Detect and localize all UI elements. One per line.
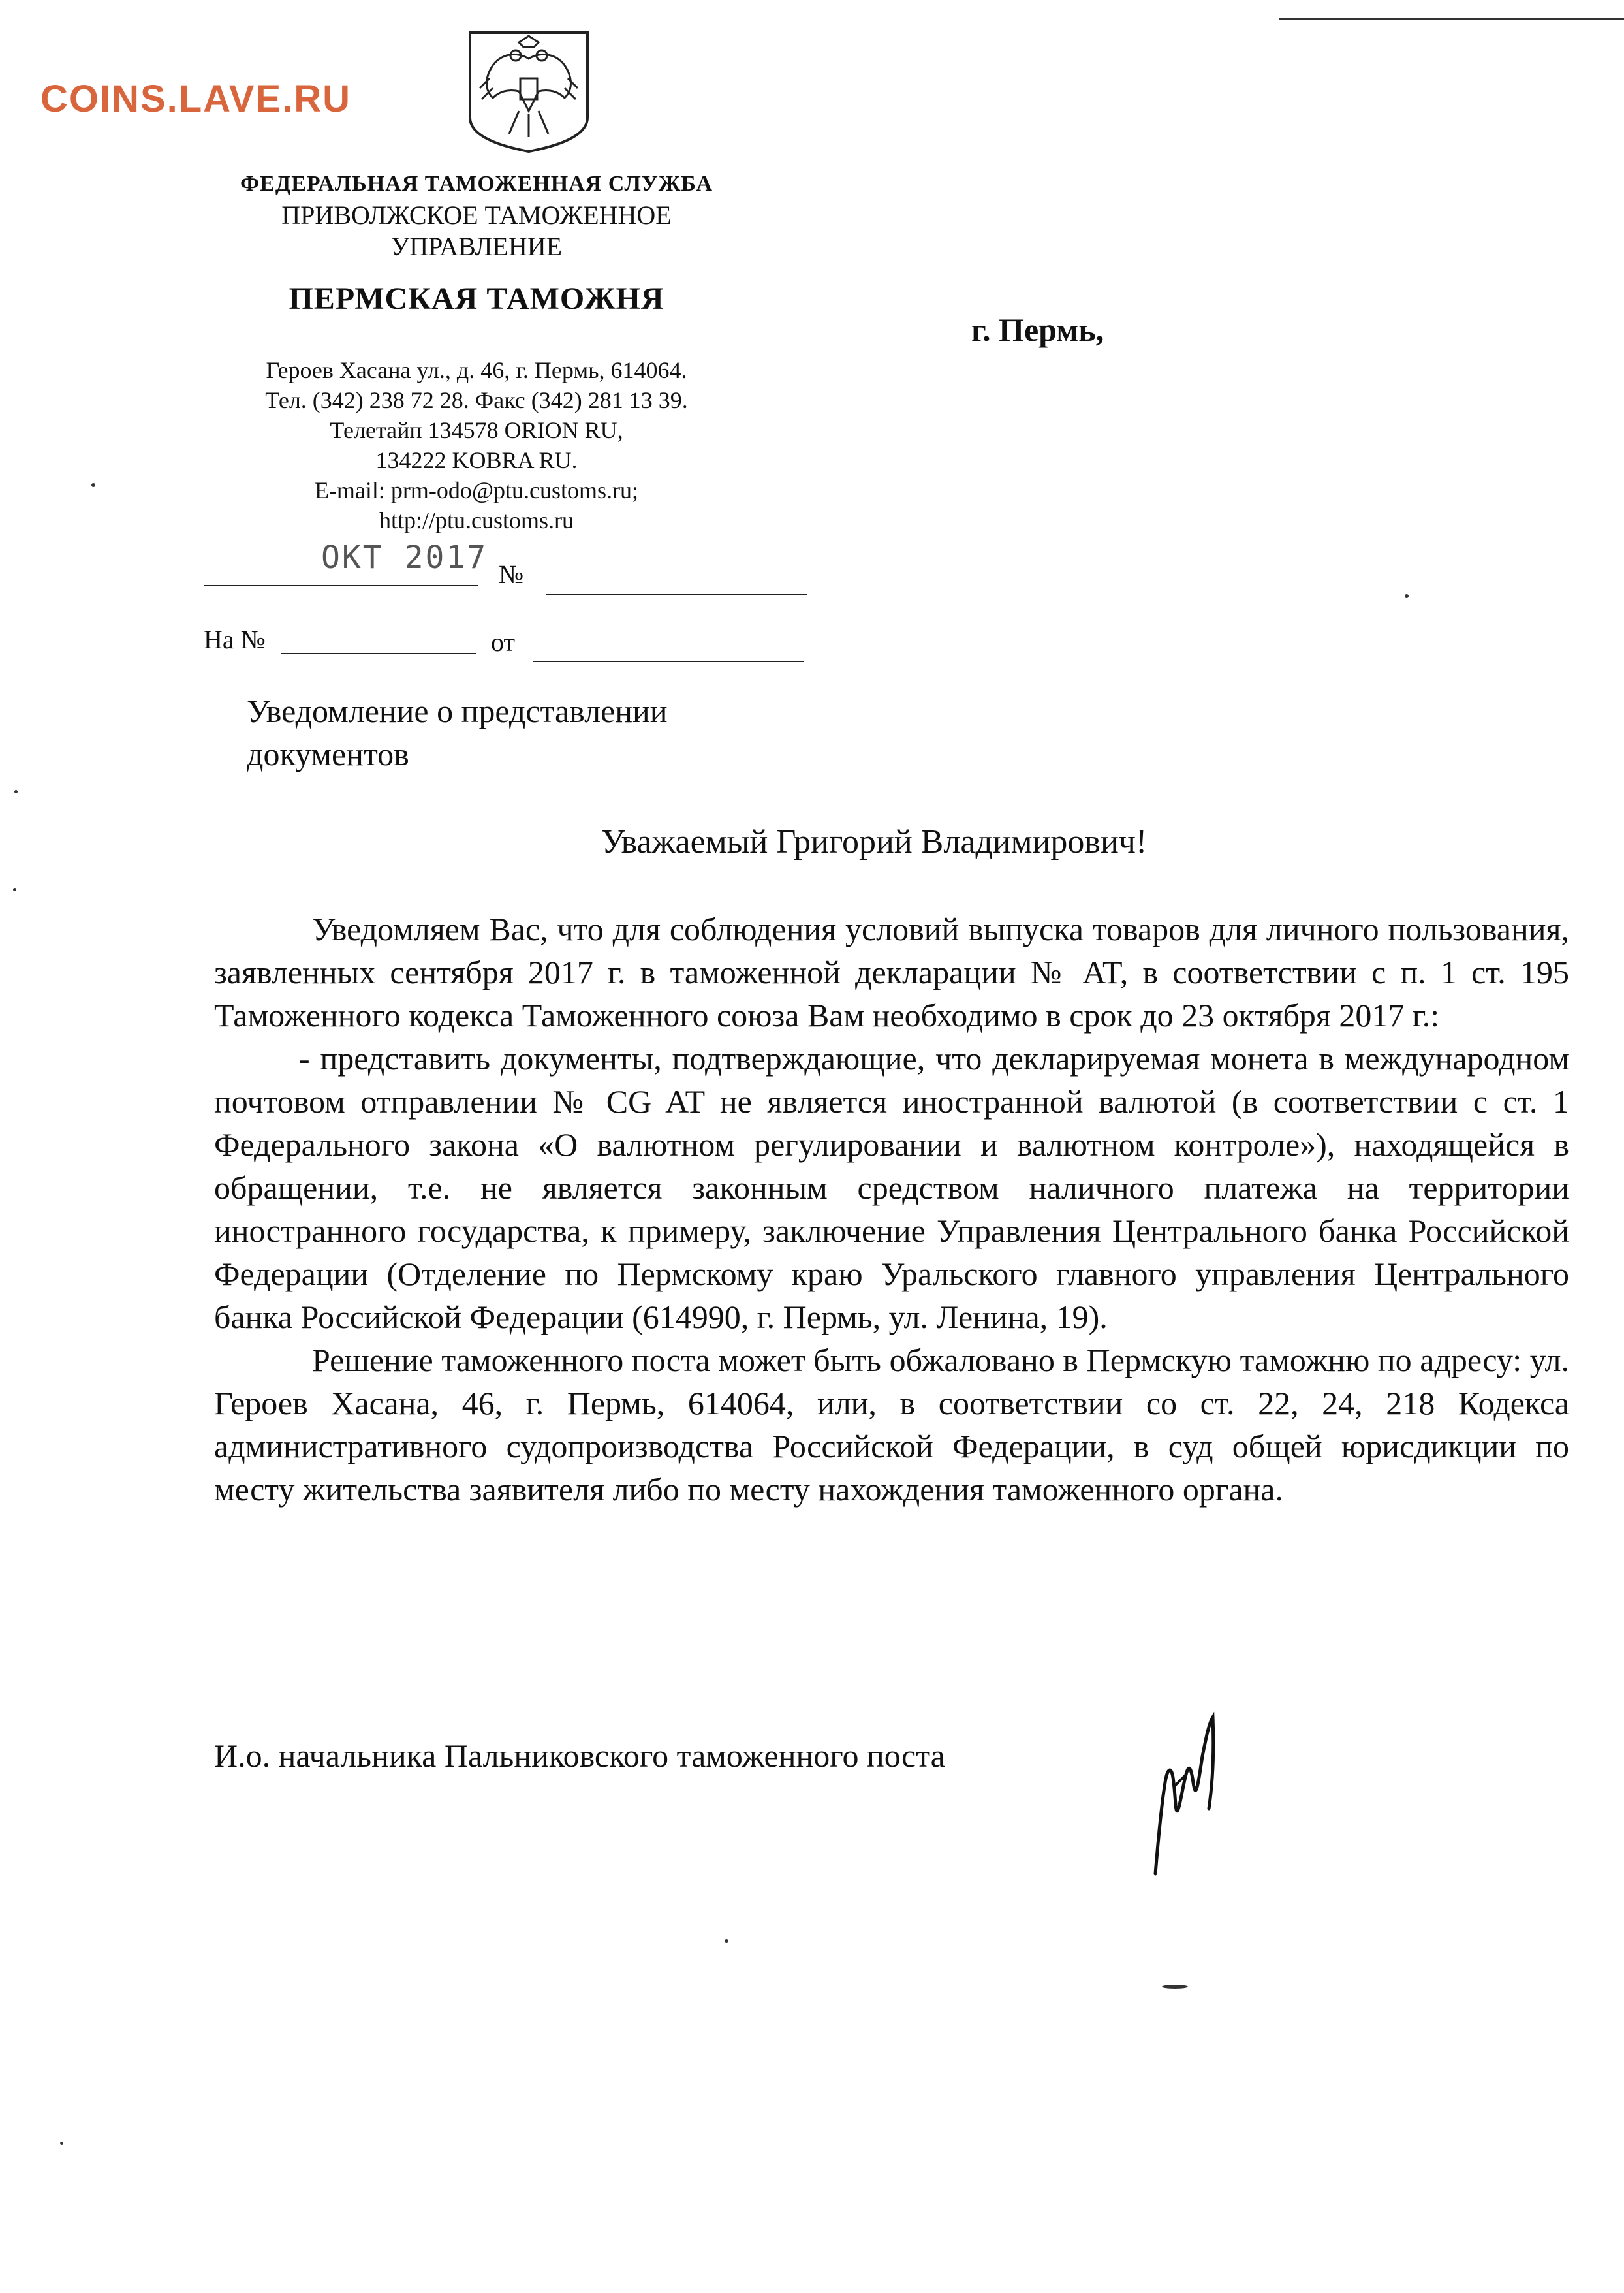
subject <box>247 689 834 776</box>
reference-date-underline <box>533 661 804 662</box>
org-line-3: УПРАВЛЕНИЕ <box>390 232 563 261</box>
coat-of-arms-icon <box>457 26 601 157</box>
org-line-2: ПРИВОЛЖСКОЕ ТАМОЖЕННОЕ <box>281 200 672 230</box>
scan-speck <box>725 1939 728 1943</box>
scan-speck <box>91 483 95 487</box>
letter-body <box>214 908 1569 1511</box>
address-line: Героев Хасана ул., д. 46, г. Пермь, 614064. <box>266 357 687 383</box>
address-line: Тел. (342) 238 72 28. Факс (342) 281 13 39. <box>265 387 688 413</box>
address-line: E-mail: prm-odo@ptu.customs.ru; <box>314 477 639 503</box>
signature-icon <box>1136 1678 1253 1893</box>
number-underline <box>546 594 807 595</box>
paragraph-2: - представить документы, подтверждающие, что декларируемая монета в международном почтовом отправлении № CG AT не является иностранной валютой (в соответствии с ст. 1 Федерального закона «О валютном регулировании и валютном контроле»), находящейся в обращении, т.е. не является законным средством наличного платежа на территории иностранного государства, к примеру, заключение Управления Центрального банка Российской Федерации (Отделение по Пермскому краю Уральского главного управления Центрального банка Российской Федерации (614990, г. Пермь, ул. Ленина, 19). <box>214 1040 1569 1335</box>
reference-prefix: На № <box>204 625 266 654</box>
scan-speck <box>1162 1985 1188 1989</box>
address-line: 134222 KOBRA RU. <box>375 447 578 473</box>
reference-from: от <box>491 627 515 657</box>
watermark: COINS.LAVE.RU <box>40 78 352 120</box>
date-underline <box>204 585 478 586</box>
scan-speck <box>13 888 16 891</box>
paragraph-3: Решение таможенного поста может быть обжаловано в Пермскую таможню по адресу: ул. Героев Хасана, 46, г. Пермь, 614064, или, в соответствии со ст. 22, 24, 218 Кодекса административного судопроизводства Российской Федерации, в суд общей юрисдикции по месту жительства заявителя либо по месту нахождения таможенного органа. <box>214 1342 1569 1508</box>
signatory-title: И.о. начальника Пальниковского таможенного поста <box>214 1737 945 1774</box>
address-line: http://ptu.customs.ru <box>379 507 574 533</box>
scan-speck <box>14 790 18 793</box>
reference-underline <box>281 653 476 654</box>
date-stamp: ОКТ 2017 <box>321 539 488 576</box>
address-block <box>215 355 738 535</box>
office-name: ПЕРМСКАЯ ТАМОЖНЯ <box>289 281 664 316</box>
subject-line-2: документов <box>247 736 409 772</box>
greeting: Уважаемый Григорий Владимирович! <box>601 823 1148 861</box>
address-line: Телетайп 134578 ORION RU, <box>330 417 623 443</box>
org-line-1: ФЕДЕРАЛЬНАЯ ТАМОЖЕННАЯ СЛУЖБА <box>240 172 713 196</box>
organization-header <box>196 168 757 317</box>
paragraph-1: Уведомляем Вас, что для соблюдения условий выпуска товаров для личного пользования, заявленных сентября 2017 г. в таможенной декларации № AT, в соответствии с п. 1 ст. 195 Таможенного кодекса Таможенного союза Вам необходимо в срок до 23 октября 2017 г.: <box>214 911 1569 1034</box>
number-sign: № <box>499 560 524 589</box>
scan-speck <box>1405 594 1409 598</box>
top-rule <box>1279 18 1624 20</box>
subject-line-1: Уведомление о представлении <box>247 693 668 729</box>
city: г. Пермь, <box>971 311 1104 348</box>
scan-speck <box>60 2142 63 2145</box>
